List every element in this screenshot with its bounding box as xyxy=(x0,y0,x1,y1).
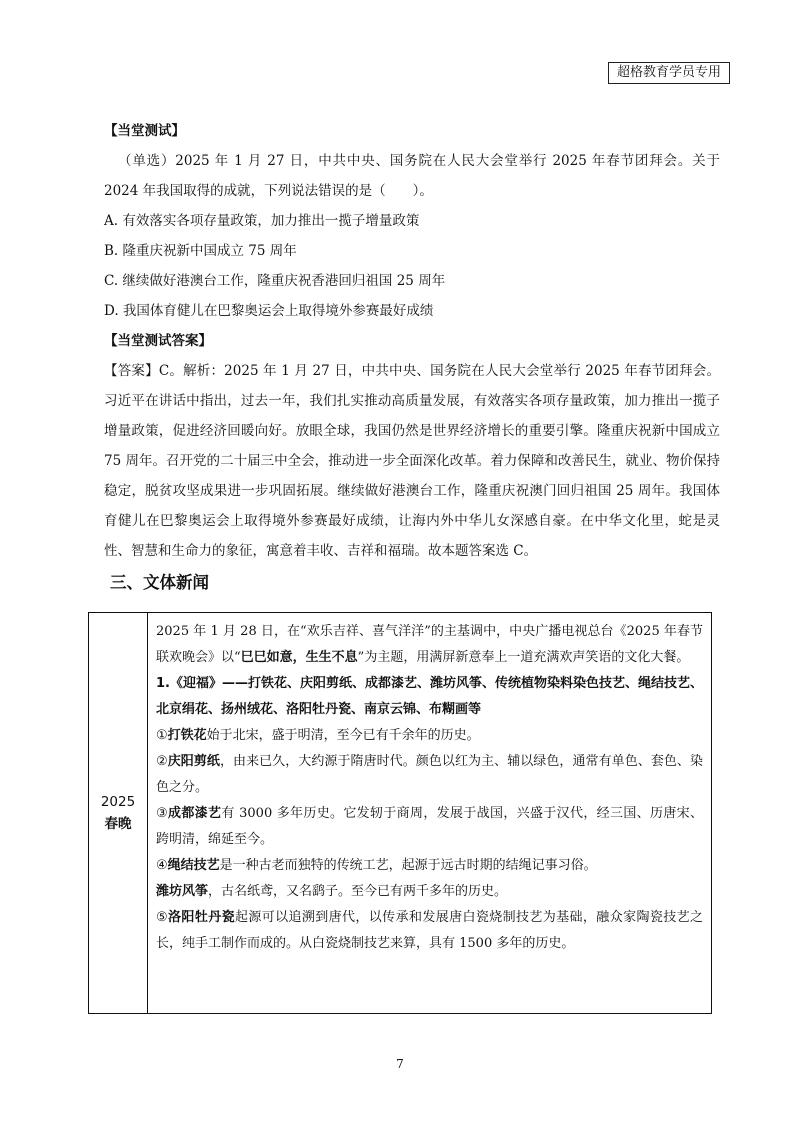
answer-text: 【答案】C。解析：2025 年 1 月 27 日，中共中央、国务院在人民大会堂举行 2025 年春节团拜会。习近平在讲话中指出，过去一年，我们扎实推动高质量发展，有效落实各项存量政策，加力推出一揽子增量政策，促进经济回暖向好。放眼全球，我国仍然是世界经济增长的重要引擎。隆重庆祝新中国成立 75 周年。召开党的二十届三中全会，推动进一步全面深化改革。着力保障和改善民生，就业、物价保持稳定，脱贫攻坚成果进一步巩固拓展。继续做好港澳台工作，隆重庆祝澳门回归祖国 25 周年。我国体育健儿在巴黎奥运会上取得境外参赛最好成绩，让海内外中华儿女深感自豪。在中华文化里，蛇是灵性、智慧和生命力的象征，寓意着丰收、吉祥和福瑞。故本题答案选 C。 xyxy=(104,363,720,559)
row-label-year: 2025 xyxy=(100,794,136,810)
row-label-event: 春晚 xyxy=(104,816,132,832)
quiz-option-a: A. 有效落实各项存量政策，加力推出一揽子增量政策 xyxy=(104,213,420,229)
program-title: 1.《迎福》——打铁花、庆阳剪纸、成都漆艺、潍坊风筝、传统植物染料染色技艺、绳结技艺、北京绢花、扬州绒花、洛阳牡丹瓷、南京云锦、布糊画等 xyxy=(156,676,703,717)
culture-news-table xyxy=(88,612,712,1014)
answer-heading: 【当堂测试答案】 xyxy=(104,333,212,349)
page-number: 7 xyxy=(396,1057,404,1071)
craft-entry: ③成都漆艺有 3000 多年历史。它发轫于商周，发展于战国，兴盛于汉代，经三国、历唐宋、跨明清，绵延至今。 xyxy=(156,806,703,847)
usage-badge: 超格教育学员专用 xyxy=(608,62,730,84)
craft-entry: ④绳结技艺是一种古老而独特的传统工艺，起源于远古时期的结绳记事习俗。 xyxy=(156,858,597,873)
quiz-question: （单选）2025 年 1 月 27 日，中共中央、国务院在人民大会堂举行 2025 年春节团拜会。关于 2024 年我国取得的成就，下列说法错误的是（ ）。 xyxy=(104,153,720,199)
quiz-option-d: D. 我国体育健儿在巴黎奥运会上取得境外参赛最好成绩 xyxy=(104,303,434,319)
craft-entry: ①打铁花始于北宋，盛于明清，至今已有千余年的历史。 xyxy=(156,728,480,743)
gala-theme: 巳巳如意，生生不息 xyxy=(240,650,358,665)
section-title: 三、文体新闻 xyxy=(110,573,209,592)
row-body xyxy=(148,613,712,1014)
quiz-heading: 【当堂测试】 xyxy=(104,123,185,139)
quiz-option-c: C. 继续做好港澳台工作，隆重庆祝香港回归祖国 25 周年 xyxy=(104,273,446,289)
quiz-option-b: B. 隆重庆祝新中国成立 75 周年 xyxy=(104,243,297,259)
row-label xyxy=(89,613,148,1014)
craft-entry: ②庆阳剪纸，由来已久，大约源于隋唐时代。颜色以红为主、辅以绿色，通常有单色、套色、染色之分。 xyxy=(156,754,703,795)
craft-entry: ⑤洛阳牡丹瓷起源可以追溯到唐代，以传承和发展唐白瓷烧制技艺为基础，融众家陶瓷技艺之长，纯手工制作而成的。从白瓷烧制技艺来算，具有 1500 多年的历史。 xyxy=(156,910,703,951)
main-content xyxy=(104,116,720,600)
gala-intro: 2025 年 1 月 28 日，在“欢乐吉祥、喜气洋洋”的主基调中，中央广播电视总台《2025 年春节联欢晚会》以“巳巳如意，生生不息”为主题，用满屏新意奉上一道充满欢声笑语的文化大餐。 xyxy=(156,624,703,665)
craft-entry: 潍坊风筝，古名纸鸢，又名鹞子。至今已有两千多年的历史。 xyxy=(156,884,508,899)
